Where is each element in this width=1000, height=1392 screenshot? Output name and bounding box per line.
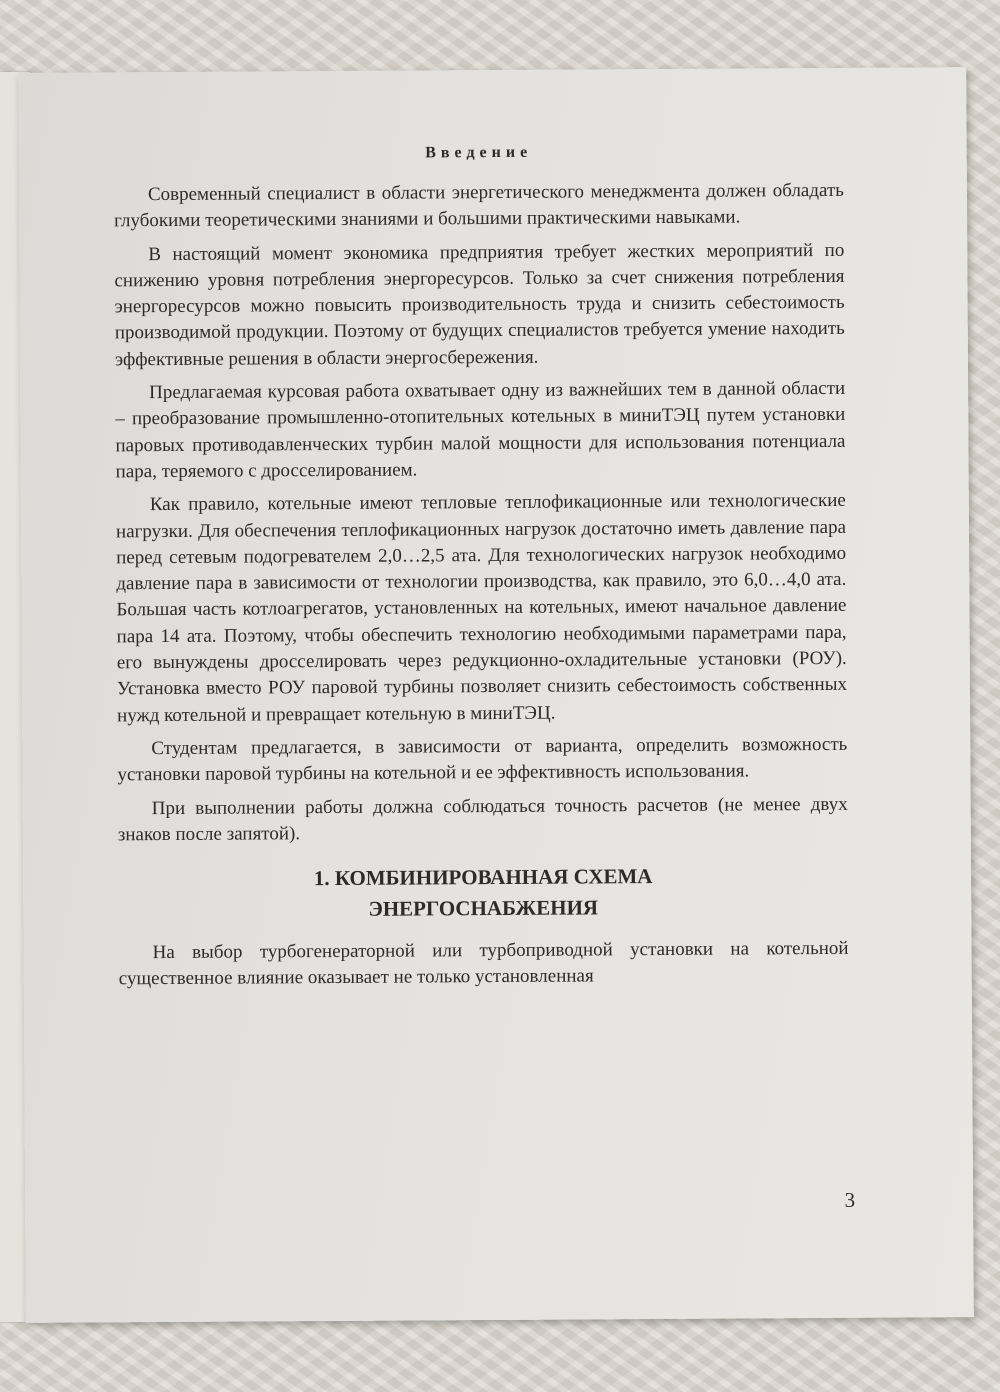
- paragraph-6: При выполнении работы должна соблюдаться точность расчетов (не менее двух знаков после запятой).: [117, 793, 848, 846]
- paragraph-3: Предлагаемая курсовая работа охватывает одну из важнейших тем в данной области – преобразование промышленно-отопительных котельных в миниТЭЦ путем установки паровых противодавленческих турбин малой мощности для использования потенциала пара, теряемого с дросселированием.: [115, 377, 846, 483]
- section-paragraph: На выбор турбогенераторной или турбоприводной установки на котельной существенное влияние оказывает не только установленная: [118, 937, 849, 990]
- paragraph-1: Современный специалист в области энергетического менеджмента должен обладать глубокими теоретическими знаниями и большими практическими навыками.: [114, 179, 844, 232]
- section-heading: [118, 860, 848, 926]
- paragraph-2: В настоящий момент экономика предприятия требует жестких мероприятий по снижению уровня потребления энергоресурсов. Только за счет снижения потребления энергоресурсов можно повысить производительность труда и снизить себестоимость производимой продукции. Поэтому от будущих специалистов требуется умение находить эффективные решения в области энергосбережения.: [114, 239, 845, 371]
- document-page: [18, 67, 974, 1323]
- section-heading-line2: ЭНЕРГОСНАБЖЕНИЯ: [368, 895, 599, 921]
- page-number: 3: [844, 1187, 856, 1212]
- paragraph-4: Как правило, котельные имеют тепловые теплофикационные или технологические нагрузки. Для обеспечения теплофикационных нагрузок достаточно иметь давление пара перед сетевым подогревателем 2,0…2,5 ата. Для технологических нагрузок необходимо давление пара в зависимости от технологии производства, как правило, это 6,0…4,0 ата. Большая часть котлоагрегатов, установленных на котельных, имеют начальное давление пара 14 ата. Поэтому, чтобы обеспечить технологию необходимыми параметрами пара, его вынуждены дросселировать через редукционно-охладительные установки (РОУ). Установка вместо РОУ паровой турбины позволяет снизить себестоимость собственных нужд котельной и превращает котельную в миниТЭЦ.: [115, 490, 848, 726]
- intro-heading: Введение: [425, 143, 533, 162]
- paragraph-5: Студентам предлагается, в зависимости от варианта, определить возможность установки паровой турбины на котельной и ее эффективность использования.: [117, 733, 848, 786]
- section-heading-line1: 1. КОМБИНИРОВАННАЯ СХЕМА: [313, 864, 653, 891]
- page-content: [114, 138, 849, 1000]
